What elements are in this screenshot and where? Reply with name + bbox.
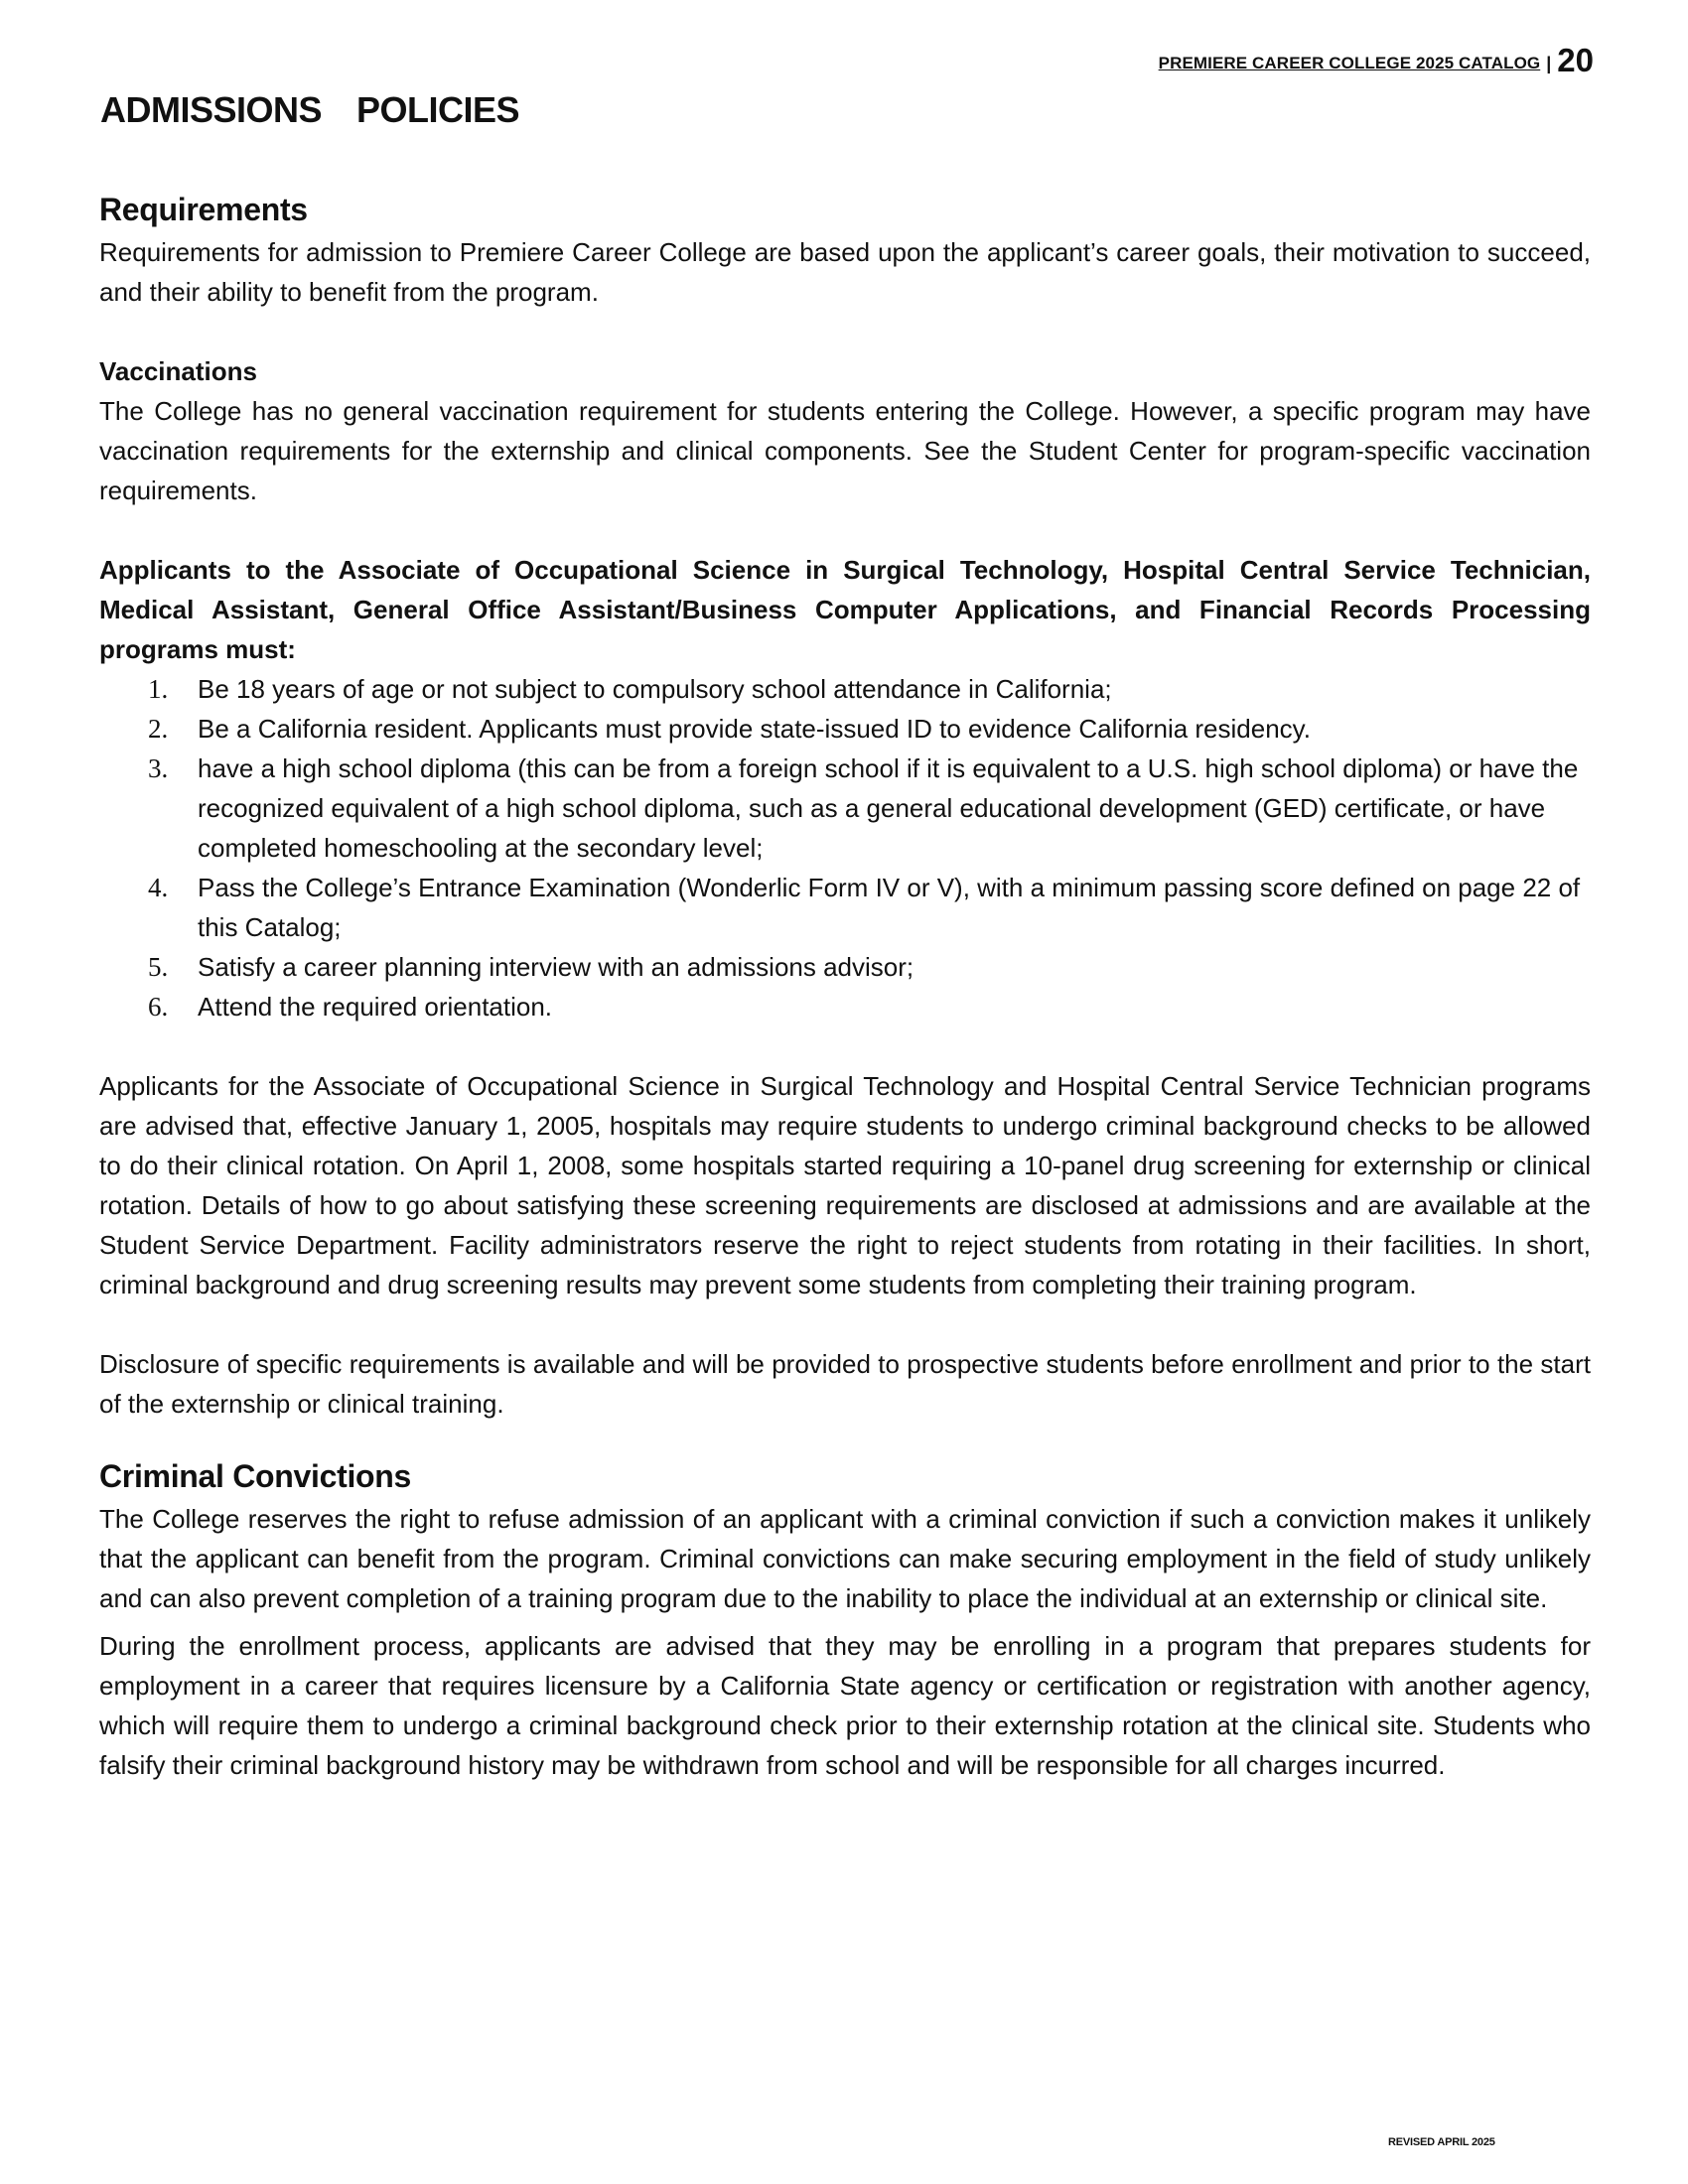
list-number: 3. (148, 753, 169, 783)
requirements-heading: Requirements (99, 192, 308, 227)
requirements-section (99, 187, 1591, 1424)
list-number: 2. (148, 714, 169, 744)
list-number: 4. (148, 873, 169, 902)
vaccinations-heading: Vaccinations (99, 356, 257, 386)
list-number: 1. (148, 674, 169, 704)
list-item (99, 868, 1591, 947)
revision-footer: REVISED APRIL 2025 (1388, 2136, 1495, 2148)
vaccinations-text: The College has no general vaccination requirement for students entering the College. However, a specific program may have vaccination requirements for the externship and clinical components. See the Student Center for program-specific vaccination requirements. (99, 396, 1591, 505)
list-text: Be a California resident. Applicants must provide state-issued ID to evidence California residency. (198, 714, 1311, 744)
document-body (99, 187, 1591, 1785)
list-item (99, 947, 1591, 987)
requirements-intro: Requirements for admission to Premiere Career College are based upon the applicant’s career goals, their motivation to succeed, and their ability to benefit from the program. (99, 237, 1591, 307)
criminal-convictions-paragraph-1: The College reserves the right to refuse admission of an applicant with a criminal conviction if such a conviction makes it unlikely that the applicant can benefit from the program. Criminal convictions can make securing employment in the field of study unlikely and can also prevent completion of a training program due to the inability to place the individual at an externship or clinical site. (99, 1504, 1591, 1613)
list-item (99, 709, 1591, 749)
header-separator: | (1546, 54, 1552, 73)
list-item (99, 669, 1591, 709)
list-text: Pass the College’s Entrance Examination (Wonderlic Form IV or V), with a minimum passing score defined on page 22 of this Catalog; (198, 873, 1581, 942)
list-number: 6. (148, 992, 169, 1022)
list-number: 5. (148, 952, 169, 982)
list-text: have a high school diploma (this can be from a foreign school if it is equivalent to a U.S. high school diploma) or have the recognized equivalent of a high school diploma, such as a general educational development (GED) certificate, or have completed homeschooling at the secondary level; (198, 753, 1579, 863)
screening-paragraph: Applicants for the Associate of Occupational Science in Surgical Technology and Hospital Central Service Technician programs are advised that, effective January 1, 2005, hospitals may require students to undergo criminal background checks to be allowed to do their clinical rotation. On April 1, 2008, some hospitals started requiring a 10-panel drug screening for externship or clinical rotation. Details of how to go about satisfying these screening requirements are disclosed at admissions and are available at the Student Service Department. Facility administrators reserve the right to reject students from rotating in their facilities. In short, criminal background and drug screening results may prevent some students from completing their training program. (99, 1071, 1591, 1299)
list-text: Satisfy a career planning interview with an admissions advisor; (198, 952, 914, 982)
applicants-lead: Applicants to the Associate of Occupational Science in Surgical Technology, Hospital Central Service Technician, Medical Assistant, General Office Assistant/Business Computer Applications, and Financial Records Processing programs must: (99, 555, 1591, 664)
list-text: Be 18 years of age or not subject to compulsory school attendance in California; (198, 674, 1112, 704)
criminal-convictions-section (99, 1453, 1591, 1785)
page-header (1159, 44, 1594, 76)
list-item (99, 749, 1591, 868)
catalog-title: PREMIERE CAREER COLLEGE 2025 CATALOG (1158, 54, 1541, 72)
page-number: 20 (1557, 42, 1594, 78)
list-item (99, 987, 1591, 1026)
document-title: ADMISSIONS POLICIES (100, 89, 520, 130)
criminal-convictions-heading: Criminal Convictions (99, 1458, 412, 1494)
list-text: Attend the required orientation. (198, 992, 553, 1022)
criminal-convictions-paragraph-2: During the enrollment process, applicants are advised that they may be enrolling in a program that prepares students for employment in a career that requires licensure by a California State agency or certification or registration with another agency, which will require them to undergo a criminal background check prior to their externship rotation at the clinical site. Students who falsify their criminal background history may be withdrawn from school and will be responsible for all charges incurred. (99, 1631, 1591, 1780)
disclosure-paragraph: Disclosure of specific requirements is available and will be provided to prospective students before enrollment and prior to the start of the externship or clinical training. (99, 1349, 1591, 1419)
requirements-list (99, 669, 1591, 1026)
